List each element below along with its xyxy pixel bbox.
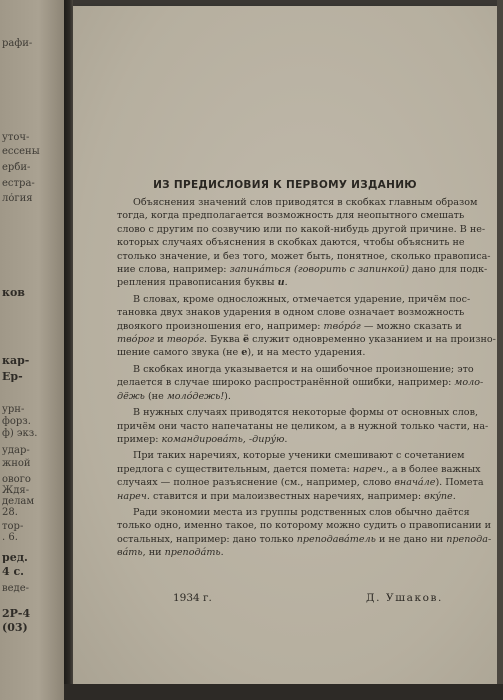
text-line: ние слова, например: запинáться (говорить с запинкой) дано для подк- — [117, 264, 488, 276]
left-page-fragment: (03) — [2, 622, 28, 633]
text-line: дёжь (не молóдежь!). — [117, 390, 231, 402]
signature-year: 1934 г. — [173, 592, 212, 604]
left-page-fragment: естра- — [2, 178, 35, 189]
paragraph — [117, 449, 484, 503]
text-line: тановка двух знаков ударения в одном слове означает возможность — [117, 307, 465, 319]
paragraph — [117, 406, 489, 446]
text-line: В нужных случаях приводятся некоторые формы от основных слов, — [133, 407, 479, 419]
paragraph — [117, 363, 484, 403]
text-line: делается в случае широко распространённой ошибки, например: моло- — [117, 377, 484, 389]
text-line: слово с другим по созвучию или по какой-нибудь другой причине. В не- — [117, 223, 486, 235]
left-page-fragment: . 6. — [2, 532, 18, 543]
left-page-fragment: ерби- — [2, 162, 31, 173]
left-page-fragment: 4 с. — [2, 566, 25, 577]
text-line: остальных, например: дано только преподавáтель и не дано ни препода- — [117, 533, 492, 545]
left-page-fragment: жной — [2, 458, 31, 469]
left-page-fragment: урн- — [2, 404, 25, 415]
left-page-fragment: 28. — [2, 507, 18, 518]
previous-page — [0, 0, 64, 700]
text-line: предлога с существительным, дается помета: нареч., а в более важных — [117, 463, 481, 475]
left-page-fragment: рафи- — [2, 38, 33, 49]
text-line: только одно, именно такое, по которому можно судить о правописании и — [117, 520, 491, 532]
table-surface — [64, 684, 503, 700]
text-line: В словах, кроме односложных, отмечается ударение, причём пос- — [133, 293, 471, 305]
left-page-fragment: ф) экз. — [2, 428, 38, 439]
left-page-fragment: уточ- — [2, 132, 30, 143]
text-line: которых случаях объяснения в скобках даются, чтобы объяснить не — [117, 237, 465, 249]
signature-author: Д. Ушаков. — [366, 592, 443, 604]
preface-text — [117, 196, 496, 563]
book-gutter — [64, 0, 73, 700]
left-page-fragment: лóгия — [2, 193, 33, 204]
text-line: твóрог и творóг. Буква ё служит одновременно указанием и на произно- — [117, 334, 496, 346]
paragraph — [117, 293, 496, 360]
left-page-fragment: 2Р-4 — [2, 608, 31, 619]
left-page-fragment: кар- — [2, 355, 30, 366]
left-page-fragment: Ждя- — [2, 485, 30, 496]
paragraph — [117, 506, 492, 560]
left-page-fragment: форз. — [2, 416, 31, 427]
text-line: вáть, ни преподáть. — [117, 547, 224, 559]
text-line: причём они часто напечатаны не целиком, а в нужной только части, на- — [117, 420, 489, 432]
paragraph — [117, 196, 491, 290]
left-page-fragment: ков — [2, 287, 25, 298]
text-line: тогда, когда предполагается возможность для неопытного смешать — [117, 210, 465, 222]
text-line: В скобках иногда указывается и на ошибочное произношение; это — [133, 363, 474, 375]
left-page-fragment: ового — [2, 474, 31, 485]
left-page-fragment: делам — [2, 496, 35, 507]
text-line: пример: командировáть, -дирýю. — [117, 433, 288, 445]
text-line: столько значение, и без того, может быть, понятное, сколько правописа- — [117, 250, 491, 262]
left-page-fragment: ессены — [2, 146, 40, 157]
text-line: При таких наречиях, которые ученики смешивают с сочетанием — [133, 450, 465, 462]
left-page-fragment: Ер- — [2, 371, 23, 382]
text-line: Ради экономии места из группы родственных слов обычно даётся — [133, 506, 470, 518]
book-page — [73, 6, 497, 684]
left-page-fragment: веде- — [2, 583, 30, 594]
page-heading: ИЗ ПРЕДИСЛОВИЯ К ПЕРВОМУ ИЗДАНИЮ — [153, 179, 417, 191]
left-page-fragment: тор- — [2, 521, 24, 532]
text-line: шение самого звука (не е), и на место ударения. — [117, 347, 366, 359]
text-line: случаях — полное разъяснение (см., например, слово вначáле). Помета — [117, 477, 484, 489]
text-line: двоякого произношения его, например: твóрóг — можно сказать и — [117, 320, 462, 332]
page-edge — [497, 0, 503, 700]
text-line: нареч. ставится и при малоизвестных наречиях, например: вкýпе. — [117, 490, 456, 502]
text-line: репления правописания буквы и. — [117, 277, 288, 289]
left-page-fragment: ред. — [2, 552, 28, 563]
left-page-fragment: удар- — [2, 445, 30, 456]
text-line: Объяснения значений слов приводятся в скобках главным образом — [133, 197, 478, 208]
